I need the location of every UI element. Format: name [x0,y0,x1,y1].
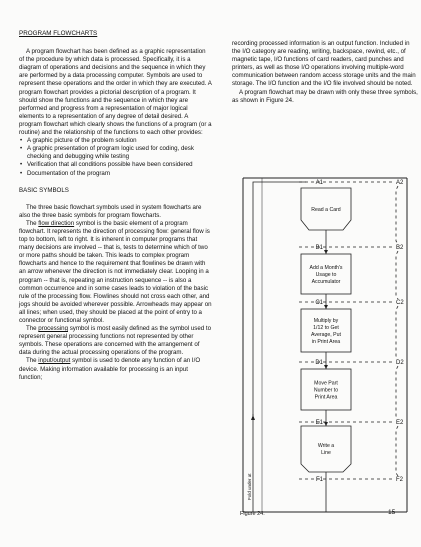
symbols-paragraph: The three basic flowchart symbols used in system flowcharts are also the three basic symbols for program flowcharts. [19,203,202,219]
page-connector-line [396,306,398,359]
symbol-text: Average, Put [311,332,341,338]
row-label: B1 [315,245,323,251]
intro-paragraph: A program flowchart has been defined as a graphic representation of the procedure by which data is processed. Specifically, it is a diagram of operations and decisions and the sequence in which they are performed by a data processing computer. Symbols are used to represent these operations and the order in which they are executed. A program flowchart provides a pictorial description of a program. It should show the functions and the sequence in which they are performed and progress from a representation of major logical elements to a representation of any degree of detail desired. A program flowchart which clearly shows the functions of a program (or a routine) and the relationship of the functions to each other provides: [19,48,212,137]
row-label: F2 [396,477,404,483]
page-connector-line [396,186,398,244]
loop-flowline [253,182,306,416]
text: symbol is the basic element of a program flowchart. It represents the direction of processing flow: general flow is top to bottom, left to right. It is inherent in computer programs that many decisions are involved -- that is, tests to determine which of two or more paths should be taken. This leads to complex program flowcharts and hence to the requirement that flowlines be drawn with an arrow whenever the direction is not immediately clear. Looping in a program -- that is, repeating an instruction sequence -- is also a common occurrence and in some cases leads to violation of the basic rule of the processing flow. Flowlines should not cross each other, and jogs should be avoided wherever possible. Arrowheads may appear on all lines; when used, they should be placed at the point of entry to a connector or functional symbol. [19,219,212,324]
text: The [26,357,39,365]
page-number: 15 [388,509,396,516]
figure-24-flowchart [229,174,419,519]
figure-reference-paragraph: A program flowchart may be drawn with only these three symbols, as shown in Figure 24. [232,88,418,104]
row-label: A2 [396,180,404,186]
row-label: B2 [396,245,404,251]
arrowhead [324,422,328,426]
arrowhead [324,250,328,254]
symbol-text: Accumulator [311,279,341,285]
text: symbol is most easily defined as the symbol used to represent general processing functions not represented by other symbols. These operations are concerned with the arrangement of data during the actual processing operations of the program. [19,325,212,357]
symbol-text: in Print Area [311,339,341,345]
processing-term: processing [38,325,68,333]
symbol-text: Usage to [315,272,337,278]
row-label: F1 [315,477,323,483]
arrowhead [324,365,328,369]
row-label: D1 [315,360,323,366]
symbol-text: Multiply by [313,318,339,324]
io-continued-paragraph: recording processed information is an output function. Included in the I/O category are reading, writing, backspace, rewind, etc., of magnetic tape, I/O functions of card readers, card punches and printers, as well as those I/O operations involving multiple-word communication between random access storage units and the main storage. The I/O function and the I/O file involved should be noted. [232,40,416,88]
symbol-text: Print Area [314,394,338,401]
text: symbol is used to denote any function of an I/O device. Making information available for processing is an input function; [19,357,201,381]
row-label: D2 [396,360,404,366]
input-output-paragraph [19,357,212,381]
symbol-text: Number to [313,387,339,394]
bullet-item: • A graphic presentation of program logic used for coding, desk checking and debugging while testing [19,145,212,161]
row-label: E2 [396,420,404,426]
input-output-term: input/output [38,357,71,365]
right-column [232,40,418,105]
figure-caption: Figure 24. [240,511,265,517]
flow-direction-paragraph [19,220,212,325]
symbol-text: Move Part [314,380,338,387]
symbol-text: Read a Card [311,207,341,213]
left-column [19,30,212,382]
flow-direction-term: flow direction [38,219,75,227]
symbol-text: Line [321,450,331,456]
symbol-text: Write a [317,443,335,449]
bullet-item: • A graphic picture of the problem solution [19,137,212,145]
row-label: E1 [315,420,323,426]
symbol-text: 1/12 to Get [313,325,339,331]
subheading: BASIC SYMBOLS [19,186,69,194]
symbol-text: Add a Month's [309,265,343,271]
row-label: C1 [315,300,323,306]
processing-paragraph [19,325,212,357]
page-connector-line [396,426,398,476]
page-connector-line [396,366,398,419]
row-label: C2 [396,300,404,306]
arrowhead [251,415,255,420]
text: The [26,325,39,333]
bullet-item: • Documentation of the program [19,170,212,178]
section-heading: PROGRAM FLOWCHARTS [19,30,98,37]
row-label: A1 [315,180,323,186]
arrowhead [324,305,328,309]
text: The [26,219,39,227]
fold-text: Fold under at [247,473,252,500]
bullet-item: • Verification that all conditions possible have been considered [19,161,212,169]
page-connector-line [396,251,398,299]
loop-flowline [253,414,326,512]
input-output-symbol [301,426,351,472]
